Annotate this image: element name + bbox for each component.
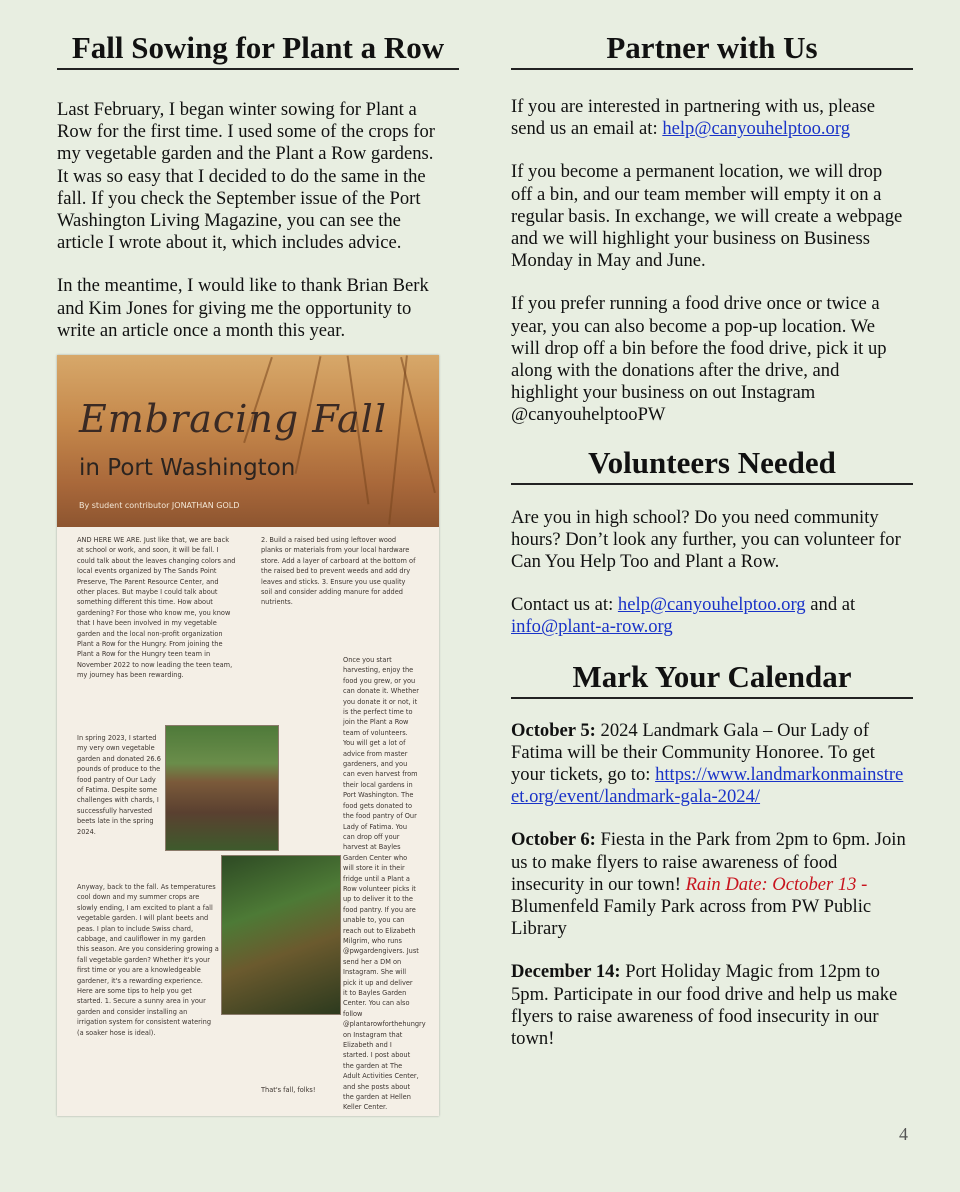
clipping-col2-harvest: Once you start harvesting, enjoy the food you grew, or you can donate it. Whether you donate it or not, it is the perfect time to join the Plant a Row team of volunteers. You will get a lot of advice from master gardeners, and you can even harvest from their local gardens in Port Washington. The food gets donated to the food pantry of Our Lady of Fatima. You can drop off your harvest at Bayles Garden Center who will store it in their fridge until a Plant a Row volunteer picks it up to deliver it to the food pantry. If you are unable to, you can reach out to Elizabeth Milgrim, who runs @pwgardengivers. Just send her a DM on Instagram. She will pick it up and deliver it to Bayles Garden Center. You can also follow @plantarowforthehungry on Instagram that Elizabeth and I started. I post about the garden at The Adult Activities Center, and she posts about the garden at Hellen Keller Center.: [343, 656, 426, 1112]
event-oct5-text: 2024 Landmark Gala – Our Lady of Fatima will be their Community Honoree. To get your tickets, go to:: [511, 719, 875, 786]
garden-plants-photo: [221, 855, 341, 1015]
event-oct5-date: October 5:: [511, 719, 596, 741]
partner-heading: Partner with Us: [511, 30, 913, 70]
contact-label: Contact us at:: [511, 594, 614, 616]
clipping-title: Embracing Fall: [79, 397, 387, 441]
volunteers-para: Are you in high school? Do you need community hours? Don’t look any further, you can volunteer for Can You Help Too and Plant a Row.: [511, 506, 901, 573]
rain-date-location: Blumenfeld Family Park across from PW Public Library: [511, 896, 872, 940]
calendar-heading: Mark Your Calendar: [511, 659, 913, 699]
volunteer-email-link-2[interactable]: info@plant-a-row.org: [511, 616, 673, 638]
landmark-gala-link[interactable]: https://www.landmarkonmainstreet.org/event/landmark-gala-2024/: [511, 764, 904, 808]
partner-para2: If you become a permanent location, we will drop off a bin, and our team member will empty it on a regular basis. In exchange, we will create a webpage and we will highlight your business on Business Monday in May and June.: [511, 161, 903, 272]
partner-para1-text: If you are interested in partnering with us, please send us an email at:: [511, 96, 876, 140]
clipping-col1-spring: In spring 2023, I started my very own vegetable garden and donated 26.6 pounds of produce to the food pantry of Our Lady of Fatima. Despite some challenges with chards, I successfully harvested beets late in the spring 2024.: [77, 734, 161, 836]
volunteers-heading: Volunteers Needed: [511, 445, 913, 485]
raised-bed-photo: [165, 725, 279, 851]
partner-email-link[interactable]: help@canyouhelptoo.org: [662, 118, 851, 140]
left-column: [57, 30, 459, 342]
event-dec14-date: December 14:: [511, 961, 621, 983]
event-dec14-text: Port Holiday Magic from 12pm to 5pm. Participate in our food drive and help us make flyers to raise awareness of food insecurity in our town!: [511, 961, 898, 1050]
right-column: [511, 30, 913, 1050]
partner-para1: [511, 96, 906, 140]
event-oct6-date: October 6:: [511, 829, 596, 851]
rain-date-label: Rain Date: October 13 -: [685, 873, 868, 895]
clipping-byline: By student contributor JONATHAN GOLD: [79, 501, 240, 510]
fall-sowing-heading: Fall Sowing for Plant a Row: [57, 30, 459, 70]
event-oct6: [511, 829, 906, 940]
page-number: 4: [899, 1124, 908, 1144]
event-oct6-text: Fiesta in the Park from 2pm to 6pm. Join us to make flyers to raise awareness of food insecurity in our town!: [511, 829, 906, 895]
event-oct5: [511, 720, 906, 809]
clipping-col1-fall: Anyway, back to the fall. As temperatures cool down and my summer crops are slowly ending, I am excited to plant a fall vegetable garden. I will plant beets and peas. I plan to include Swiss chard, cabbage, and cauliflower in my garden this season. Are you considering growing a fall vegetable garden? Whether it's your first time or you are a knowledgeable gardener, it's a rewarding experience. Here are some tips to help you get started. 1. Secure a sunny area in your garden and consider installing an irrigation system for consistent watering (a soaker hose is ideal).: [77, 883, 219, 1037]
partner-para3: If you prefer running a food drive once or twice a year, you can also become a pop-up location. We will drop off a bin before the food drive, pick it up along with the donations after the drive, and highlight your business on out Instagram @canyouhelptooPW: [511, 293, 887, 426]
magazine-clipping: [57, 355, 439, 1116]
clipping-subtitle: in Port Washington: [79, 455, 296, 481]
clipping-col2-tips: 2. Build a raised bed using leftover wood planks or materials from your local hardware store. Add a layer of carboard at the bottom of the raised bed to prevent weeds and add dry leaves and sticks. 3. Ensure you use quality soil and consider adding manure for added nutrients.: [261, 536, 416, 607]
clipping-col2-closing: That's fall, folks!: [261, 1086, 316, 1094]
fall-sowing-para1: Last February, I began winter sowing for Plant a Row for the first time. I used some of the crops for my vegetable garden and the Plant a Row gardens. It was so easy that I decided to do the same in the fall. If you check the September issue of the Port Washington Living Magazine, you can see the article I wrote about it, which includes advice.: [57, 99, 435, 254]
clipping-wheat-banner: [57, 355, 439, 527]
volunteers-contact: [511, 594, 906, 638]
clipping-col1-intro: AND HERE WE ARE. Just like that, we are back at school or work, and soon, it will be fall. I could talk about the leaves changing colors and local events organized by The Sands Point Preserve, The Parent Resource Center, and other places. But maybe I could talk about something different this time. How about gardening? For those who know me, you know that I have been involved in my vegetable garden and the local non-profit organization Plant a Row for the Hungry. From joining the Plant a Row for the Hungry teen team in November 2022 to now leading the teen team, my journey has been rewarding.: [77, 536, 236, 680]
fall-sowing-para2: In the meantime, I would like to thank Brian Berk and Kim Jones for giving me the opportunity to write an article once a month this year.: [57, 275, 429, 341]
volunteer-email-link-1[interactable]: help@canyouhelptoo.org: [617, 594, 806, 616]
event-dec14: [511, 961, 906, 1050]
contact-and: and at: [810, 594, 856, 616]
